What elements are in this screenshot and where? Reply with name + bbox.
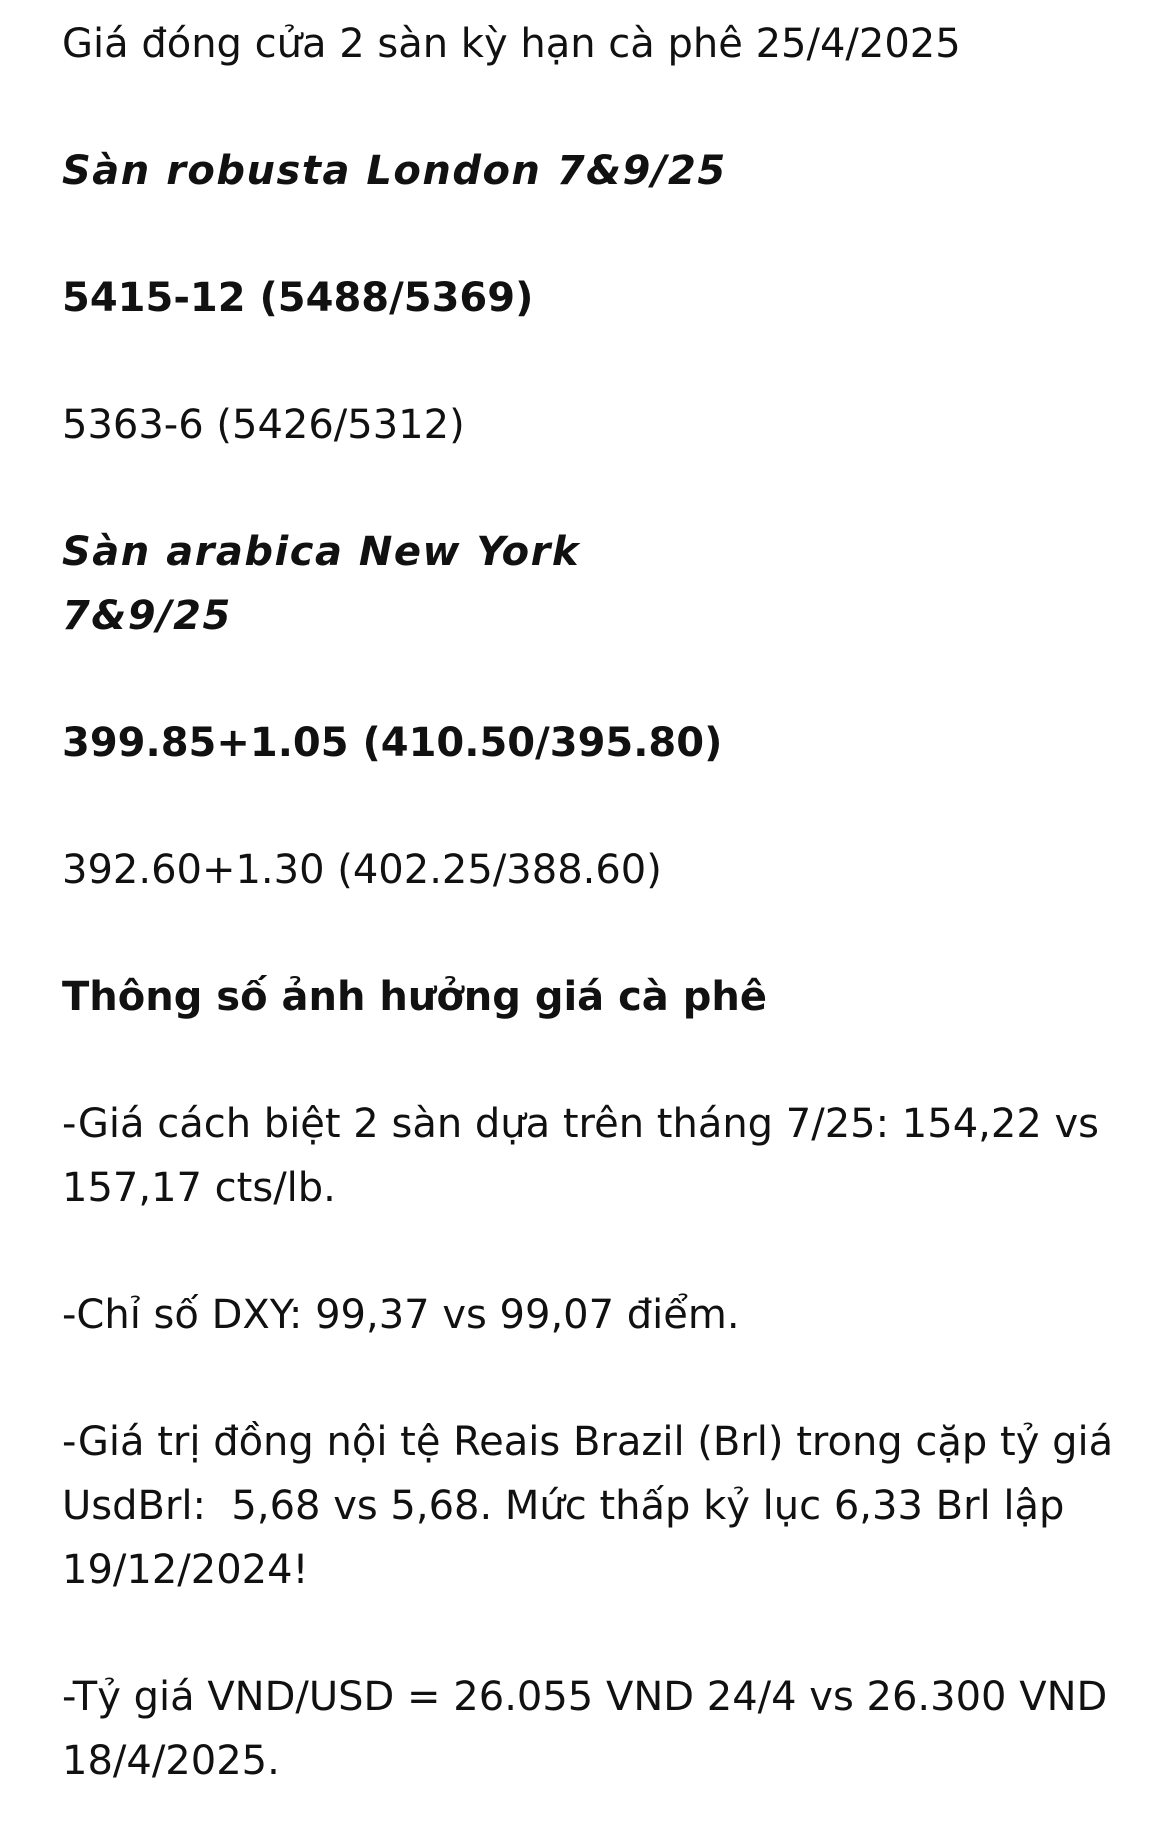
spread-line-1: -Giá cách biệt 2 sàn dựa trên tháng 7/25: 154,22 vs — [62, 1101, 1099, 1147]
vnd-line-2: 18/4/2025. — [62, 1738, 280, 1784]
robusta-price-line-1: 5415-12 (5488/5369) — [62, 275, 534, 321]
factors-heading: Thông số ảnh hưởng giá cà phê — [62, 974, 767, 1020]
dxy-line: -Chỉ số DXY: 99,37 vs 99,07 điểm. — [62, 1292, 740, 1338]
vnd-line-1: -Tỷ giá VND/USD = 26.055 VND 24/4 vs 26.300 VND — [62, 1674, 1108, 1720]
arabica-heading-line-1: Sàn arabica New York — [62, 529, 580, 575]
robusta-price-line-2: 5363-6 (5426/5312) — [62, 402, 465, 448]
brl-line-2: UsdBrl: 5,68 vs 5,68. Mức thấp kỷ lục 6,33 Brl lập — [62, 1483, 1065, 1529]
robusta-heading: Sàn robusta London 7&9/25 — [62, 148, 727, 194]
brl-line-3: 19/12/2024! — [62, 1547, 309, 1593]
article-title: Giá đóng cửa 2 sàn kỳ hạn cà phê 25/4/2025 — [62, 21, 961, 67]
arabica-price-line-1: 399.85+1.05 (410.50/395.80) — [62, 720, 723, 766]
arabica-price-line-2: 392.60+1.30 (402.25/388.60) — [62, 847, 662, 893]
brl-line-1: -Giá trị đồng nội tệ Reais Brazil (Brl) trong cặp tỷ giá — [62, 1419, 1114, 1465]
arabica-heading-line-2: 7&9/25 — [62, 593, 232, 639]
spread-line-2: 157,17 cts/lb. — [62, 1165, 336, 1211]
